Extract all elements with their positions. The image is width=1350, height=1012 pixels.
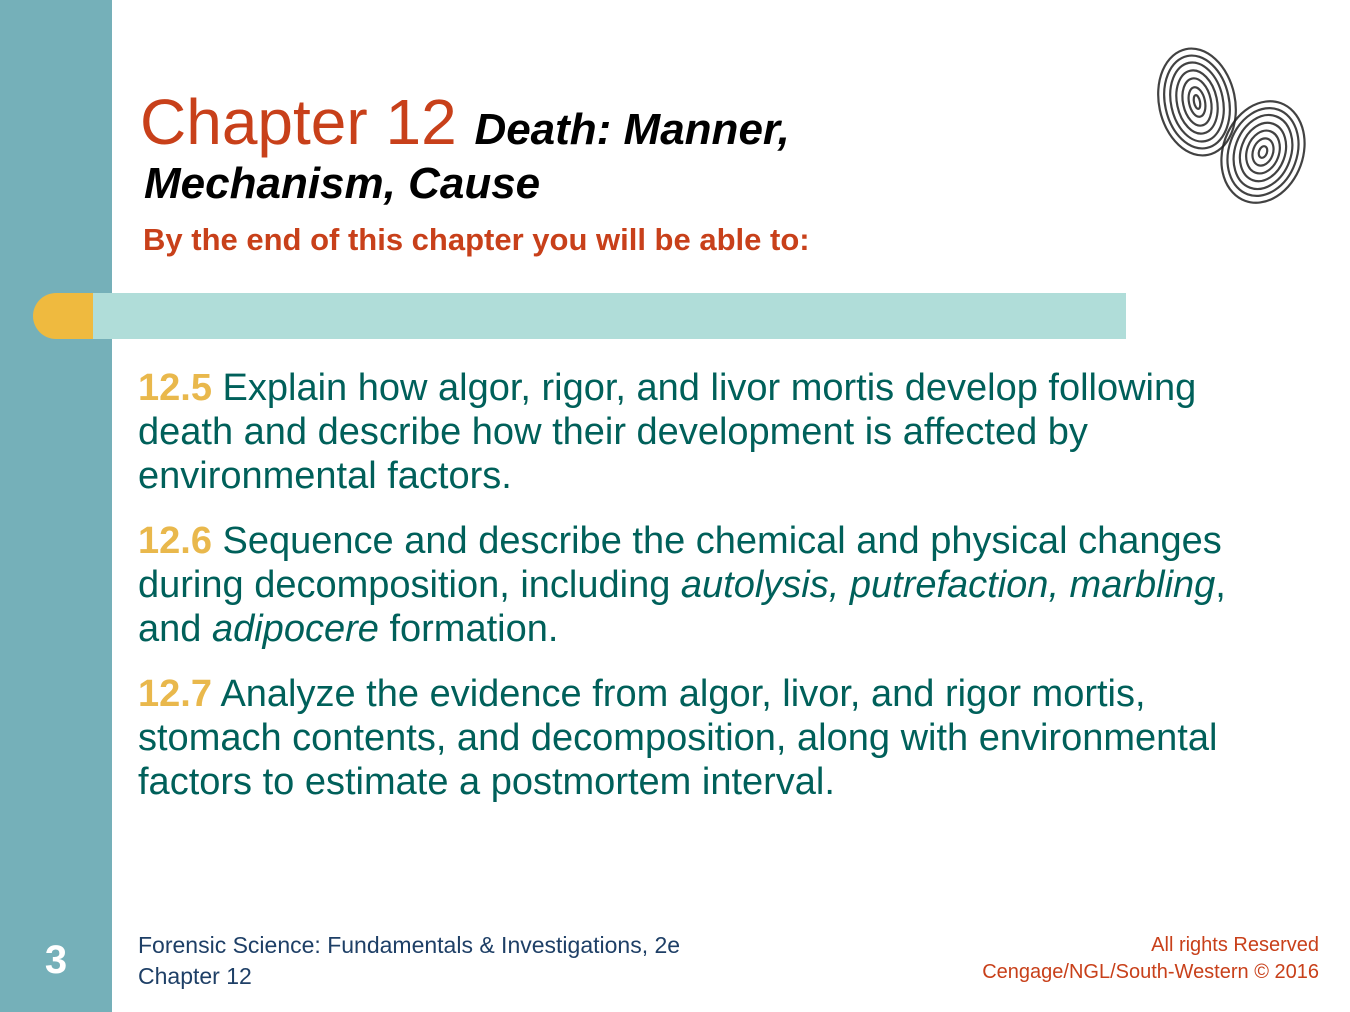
divider-bar <box>90 293 1126 339</box>
objective-12-5 <box>138 366 1238 498</box>
objective-text: formation. <box>389 608 559 650</box>
footer-publisher: Cengage/NGL/South-Western © 2016 <box>982 961 1319 983</box>
title-subtitle-line1: Death: Manner, <box>474 105 790 154</box>
footer-book-title: Forensic Science: Fundamentals & Investigations, 2e <box>138 932 681 958</box>
objective-italic-terms: autolysis, putrefaction, marbling <box>680 564 1216 606</box>
objective-number: 12.7 <box>138 673 212 715</box>
title-subtitle-line2: Mechanism, Cause <box>144 159 541 208</box>
objective-text: , and <box>138 564 1226 650</box>
footer-copyright <box>982 932 1319 986</box>
objective-text: Sequence and describe the chemical and physical changes during decomposition, including <box>138 520 1222 606</box>
divider-accent <box>33 293 93 339</box>
slide-number: 3 <box>44 938 68 982</box>
footer-chapter: Chapter 12 <box>138 963 252 989</box>
fingerprint-icon <box>1155 42 1310 210</box>
objective-12-6 <box>138 519 1238 651</box>
footer-book-info <box>138 930 680 992</box>
objective-number: 12.5 <box>138 367 212 409</box>
objective-12-7 <box>138 672 1238 804</box>
title-chapter: Chapter 12 <box>140 86 457 158</box>
slide-title <box>140 82 1120 212</box>
footer-rights: All rights Reserved <box>1151 934 1319 956</box>
objective-number: 12.6 <box>138 520 212 562</box>
learning-objectives <box>138 366 1238 825</box>
left-sidebar <box>0 0 112 1012</box>
objective-text: Analyze the evidence from algor, livor, and rigor mortis, stomach contents, and decomposition, along with environmental factors to estimate a postmortem interval. <box>138 673 1218 803</box>
objective-text: Explain how algor, rigor, and livor mortis develop following death and describe how their development is affected by environmental factors. <box>138 367 1197 497</box>
objective-italic-term: adipocere <box>211 608 379 650</box>
intro-text: By the end of this chapter you will be able to: <box>143 222 810 257</box>
